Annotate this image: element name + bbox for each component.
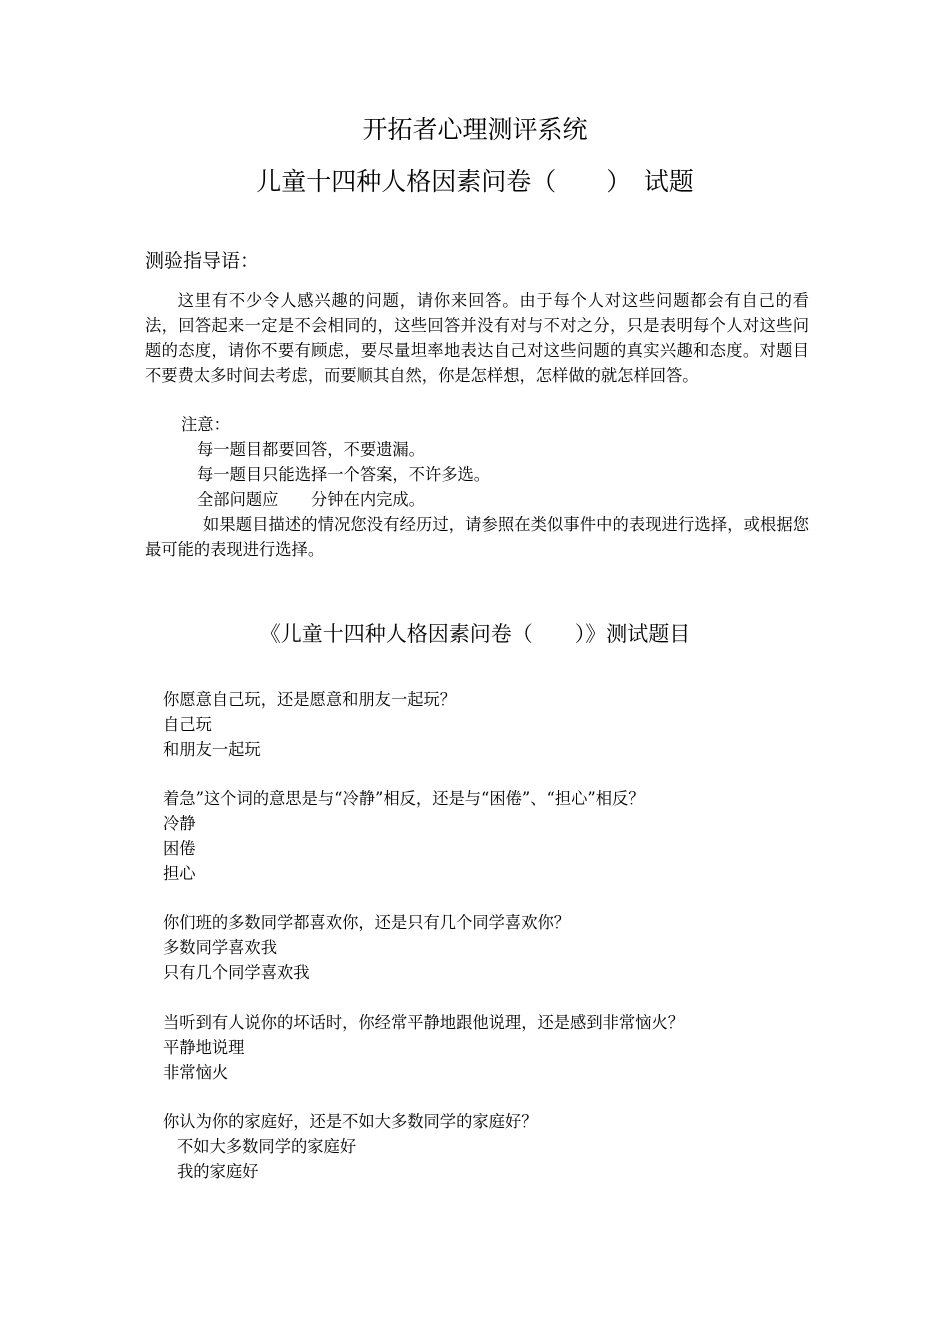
question-option[interactable]: 和朋友一起玩: [163, 740, 261, 759]
question-option[interactable]: 非常恼火: [163, 1063, 229, 1082]
question-option[interactable]: 自己玩: [163, 715, 212, 734]
question-option[interactable]: 担心: [163, 864, 196, 883]
question-text: 你认为你的家庭好，还是不如大多数同学的家庭好？: [163, 1112, 538, 1131]
question-text: 你们班的多数同学都喜欢你，还是只有几个同学喜欢你？: [163, 913, 571, 932]
question-text: 着急”这个词的意思是与“冷静”相反，还是与“困倦”、“担心”相反？: [163, 789, 645, 808]
note-label: 注意：: [181, 415, 230, 434]
note-extra: 如果题目描述的情况您没有经历过，请参照在类似事件中的表现进行选择，或根据您最可能的表现进行选择。: [145, 515, 809, 559]
question-option[interactable]: 困倦: [163, 839, 196, 858]
section-title: 《儿童十四种人格因素问卷（ ）》测试题目: [259, 622, 691, 646]
document-subtitle: 儿童十四种人格因素问卷（ ） 试题: [256, 167, 694, 196]
question-option[interactable]: 冷静: [163, 814, 196, 833]
question-option[interactable]: 平静地说理: [163, 1038, 245, 1057]
document-title: 开拓者心理测评系统: [362, 115, 588, 144]
question-option[interactable]: 只有几个同学喜欢我: [163, 963, 310, 982]
question-option[interactable]: 多数同学喜欢我: [163, 938, 277, 957]
question-text: 当听到有人说你的坏话时，你经常平静地跟他说理，还是感到非常恼火？: [163, 1013, 685, 1032]
note-item: 每一题目只能选择一个答案，不许多选。: [197, 465, 491, 484]
note-item: 全部问题应 分钟在内完成。: [197, 490, 425, 509]
question-text: 你愿意自己玩，还是愿意和朋友一起玩？: [163, 690, 457, 709]
note-item: 每一题目都要回答，不要遗漏。: [197, 440, 425, 459]
question-option[interactable]: 不如大多数同学的家庭好: [177, 1137, 357, 1156]
instructions-heading: 测验指导语：: [145, 250, 260, 272]
instructions-body: 这里有不少令人感兴趣的问题，请你来回答。由于每个人对这些问题都会有自己的看法，回答起来一定是不会相同的，这些回答并没有对与不对之分，只是表明每个人对这些问题的态度，请你不要有顾虑，要尽量坦率地表达自己对这些问题的真实兴趣和态度。对题目不要费太多时间去考虑，而要顺其自然，你是怎样想，怎样做的就怎样回答。: [145, 291, 809, 385]
question-option[interactable]: 我的家庭好: [177, 1162, 259, 1181]
